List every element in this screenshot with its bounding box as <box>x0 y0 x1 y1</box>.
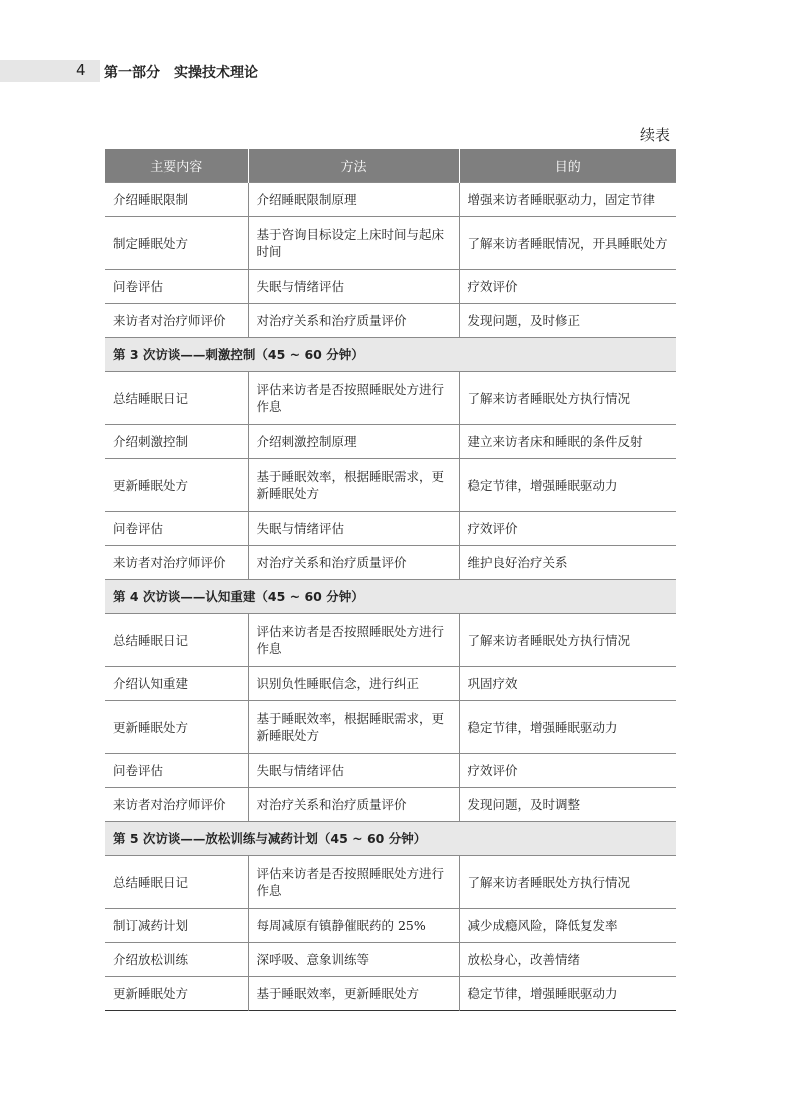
cell-content: 问卷评估 <box>105 754 248 788</box>
cell-method: 基于睡眠效率，更新睡眠处方 <box>248 977 459 1011</box>
cell-content: 制订减药计划 <box>105 909 248 943</box>
session-heading: 第 4 次访谈——认知重建（45 ~ 60 分钟） <box>105 580 676 614</box>
table-row <box>105 754 676 788</box>
cell-purpose: 稳定节律，增强睡眠驱动力 <box>459 459 676 512</box>
cell-purpose: 了解来访者睡眠处方执行情况 <box>459 614 676 667</box>
cell-purpose: 了解来访者睡眠处方执行情况 <box>459 372 676 425</box>
cell-content: 更新睡眠处方 <box>105 701 248 754</box>
cell-method: 介绍刺激控制原理 <box>248 425 459 459</box>
cell-purpose: 巩固疗效 <box>459 667 676 701</box>
cell-method: 失眠与情绪评估 <box>248 270 459 304</box>
table-row <box>105 512 676 546</box>
cell-content: 介绍认知重建 <box>105 667 248 701</box>
cell-content: 更新睡眠处方 <box>105 459 248 512</box>
cell-purpose: 建立来访者床和睡眠的条件反射 <box>459 425 676 459</box>
cell-content: 问卷评估 <box>105 512 248 546</box>
cell-purpose: 了解来访者睡眠处方执行情况 <box>459 856 676 909</box>
cell-content: 更新睡眠处方 <box>105 977 248 1011</box>
cell-content: 来访者对治疗师评价 <box>105 788 248 822</box>
cell-method: 评估来访者是否按照睡眠处方进行作息 <box>248 372 459 425</box>
page-number: 4 <box>76 61 86 79</box>
cell-purpose: 疗效评价 <box>459 754 676 788</box>
cell-method: 基于睡眠效率，根据睡眠需求，更新睡眠处方 <box>248 459 459 512</box>
table-row <box>105 459 676 512</box>
cell-purpose: 疗效评价 <box>459 270 676 304</box>
table-row <box>105 943 676 977</box>
cell-content: 介绍睡眠限制 <box>105 183 248 217</box>
cell-content: 来访者对治疗师评价 <box>105 546 248 580</box>
session-heading: 第 3 次访谈——刺激控制（45 ~ 60 分钟） <box>105 338 676 372</box>
column-header-method: 方法 <box>248 149 459 183</box>
cell-purpose: 疗效评价 <box>459 512 676 546</box>
table-row <box>105 217 676 270</box>
column-header-content: 主要内容 <box>105 149 248 183</box>
cell-method: 识别负性睡眠信念，进行纠正 <box>248 667 459 701</box>
cell-content: 问卷评估 <box>105 270 248 304</box>
cell-purpose: 放松身心，改善情绪 <box>459 943 676 977</box>
session-heading-row <box>105 338 676 372</box>
cell-purpose: 增强来访者睡眠驱动力，固定节律 <box>459 183 676 217</box>
cell-purpose: 发现问题，及时调整 <box>459 788 676 822</box>
table-row <box>105 909 676 943</box>
sessions-table <box>105 149 676 1011</box>
cell-purpose: 减少成瘾风险，降低复发率 <box>459 909 676 943</box>
section-title: 第一部分 实操技术理论 <box>104 65 258 81</box>
cell-method: 失眠与情绪评估 <box>248 512 459 546</box>
cell-method: 对治疗关系和治疗质量评价 <box>248 304 459 338</box>
table-row <box>105 270 676 304</box>
table-row <box>105 304 676 338</box>
table-body <box>105 183 676 1011</box>
cell-purpose: 发现问题，及时修正 <box>459 304 676 338</box>
cell-method: 基于睡眠效率，根据睡眠需求，更新睡眠处方 <box>248 701 459 754</box>
table-caption: 续表 <box>639 126 670 144</box>
table-row <box>105 977 676 1011</box>
table-row <box>105 701 676 754</box>
column-header-purpose: 目的 <box>459 149 676 183</box>
cell-purpose: 稳定节律，增强睡眠驱动力 <box>459 977 676 1011</box>
cell-content: 总结睡眠日记 <box>105 614 248 667</box>
cell-method: 基于咨询目标设定上床时间与起床时间 <box>248 217 459 270</box>
cell-content: 介绍刺激控制 <box>105 425 248 459</box>
session-heading-row <box>105 580 676 614</box>
cell-purpose: 维护良好治疗关系 <box>459 546 676 580</box>
table-row <box>105 856 676 909</box>
table-header <box>105 149 676 183</box>
cell-content: 制定睡眠处方 <box>105 217 248 270</box>
table-row <box>105 546 676 580</box>
cell-method: 对治疗关系和治疗质量评价 <box>248 546 459 580</box>
cell-content: 总结睡眠日记 <box>105 856 248 909</box>
cell-content: 介绍放松训练 <box>105 943 248 977</box>
cell-method: 深呼吸、意象训练等 <box>248 943 459 977</box>
cell-purpose: 了解来访者睡眠情况，开具睡眠处方 <box>459 217 676 270</box>
cell-method: 失眠与情绪评估 <box>248 754 459 788</box>
cell-purpose: 稳定节律，增强睡眠驱动力 <box>459 701 676 754</box>
session-heading: 第 5 次访谈——放松训练与减药计划（45 ~ 60 分钟） <box>105 822 676 856</box>
cell-content: 来访者对治疗师评价 <box>105 304 248 338</box>
table-row <box>105 183 676 217</box>
table-header-row <box>105 149 676 183</box>
cell-content: 总结睡眠日记 <box>105 372 248 425</box>
table-row <box>105 425 676 459</box>
cell-method: 每周减原有镇静催眠药的 25% <box>248 909 459 943</box>
cell-method: 介绍睡眠限制原理 <box>248 183 459 217</box>
table-row <box>105 614 676 667</box>
table-row <box>105 667 676 701</box>
cell-method: 对治疗关系和治疗质量评价 <box>248 788 459 822</box>
table-row <box>105 372 676 425</box>
session-heading-row <box>105 822 676 856</box>
cell-method: 评估来访者是否按照睡眠处方进行作息 <box>248 614 459 667</box>
table-row <box>105 788 676 822</box>
cell-method: 评估来访者是否按照睡眠处方进行作息 <box>248 856 459 909</box>
